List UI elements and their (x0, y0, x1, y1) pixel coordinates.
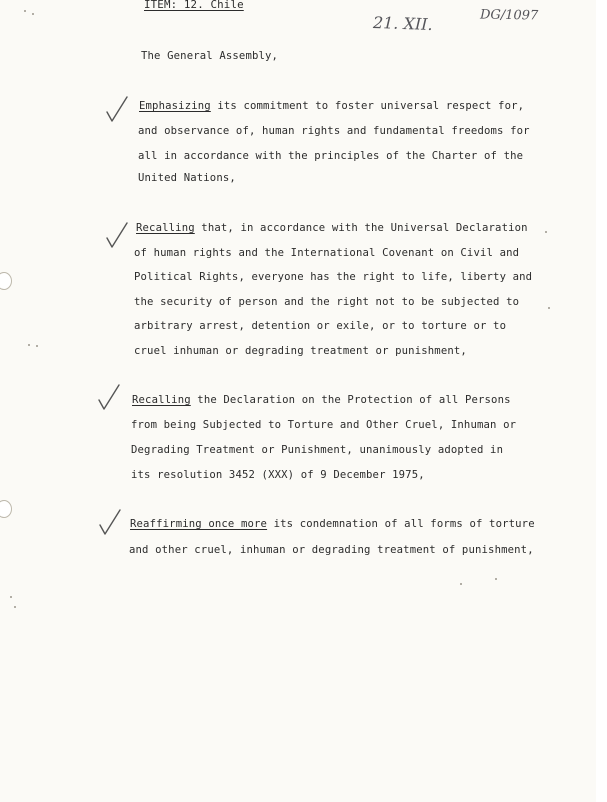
paragraph-keyword: Recalling (136, 222, 195, 234)
paragraph-line: United Nations, (138, 172, 236, 184)
paragraph-line: cruel inhuman or degrading treatment or punishment, (134, 345, 467, 357)
paragraph-line: of human rights and the International Covenant on Civil and (134, 247, 520, 259)
check-mark-icon (104, 95, 130, 125)
paragraph-keyword: Recalling (132, 394, 191, 406)
handwritten-date-note: 21. XII. (372, 12, 433, 35)
scan-speck (10, 596, 12, 598)
punch-hole (0, 500, 12, 518)
paragraph-keyword: Reaffirming once more (130, 518, 268, 530)
scan-speck (14, 606, 16, 608)
check-mark-icon (96, 383, 122, 413)
check-mark-icon (97, 508, 123, 538)
paragraph-line: the security of person and the right not to be subjected to (134, 296, 520, 308)
scan-speck (28, 344, 30, 346)
scan-speck (36, 345, 38, 347)
opening-line: The General Assembly, (141, 50, 279, 62)
paragraph-line-text: its commitment to foster universal respect for, (210, 100, 525, 112)
paragraph-line-text: its condemnation of all forms of torture (267, 518, 535, 530)
scan-speck (24, 10, 26, 12)
paragraph-line-text: the Declaration on the Protection of all Persons (190, 394, 511, 406)
paragraph-line (132, 394, 511, 406)
paragraph-line-text: that, in accordance with the Universal Declaration (194, 222, 528, 234)
paragraph-line (139, 100, 524, 112)
paragraph-line: and observance of, human rights and fundamental freedoms for (138, 125, 530, 137)
scan-margin (596, 0, 607, 802)
paragraph-line: and other cruel, inhuman or degrading treatment of punishment, (129, 544, 534, 556)
paragraph-line: Degrading Treatment or Punishment, unanimously adopted in (131, 444, 504, 456)
document-heading: ITEM: 12. Chile (144, 0, 244, 11)
paragraph-keyword: Emphasizing (139, 100, 211, 112)
paragraph-line (136, 222, 528, 234)
scan-speck (460, 583, 462, 585)
paragraph-line: all in accordance with the principles of the Charter of the (138, 150, 524, 162)
paragraph-line (130, 518, 535, 530)
check-mark-icon (104, 221, 130, 251)
scan-speck (495, 578, 497, 580)
scan-speck (548, 307, 550, 309)
handwritten-reference-note: DG/1097 (479, 7, 539, 24)
paragraph-line: Political Rights, everyone has the right to life, liberty and (134, 271, 533, 283)
scan-speck (545, 231, 547, 233)
paragraph-line: from being Subjected to Torture and Other Cruel, Inhuman or (131, 419, 517, 431)
paragraph-line: its resolution 3452 (XXX) of 9 December 1975, (131, 469, 425, 481)
paragraph-line: arbitrary arrest, detention or exile, or to torture or to (134, 320, 507, 332)
scan-speck (32, 13, 34, 15)
punch-hole (0, 272, 12, 290)
